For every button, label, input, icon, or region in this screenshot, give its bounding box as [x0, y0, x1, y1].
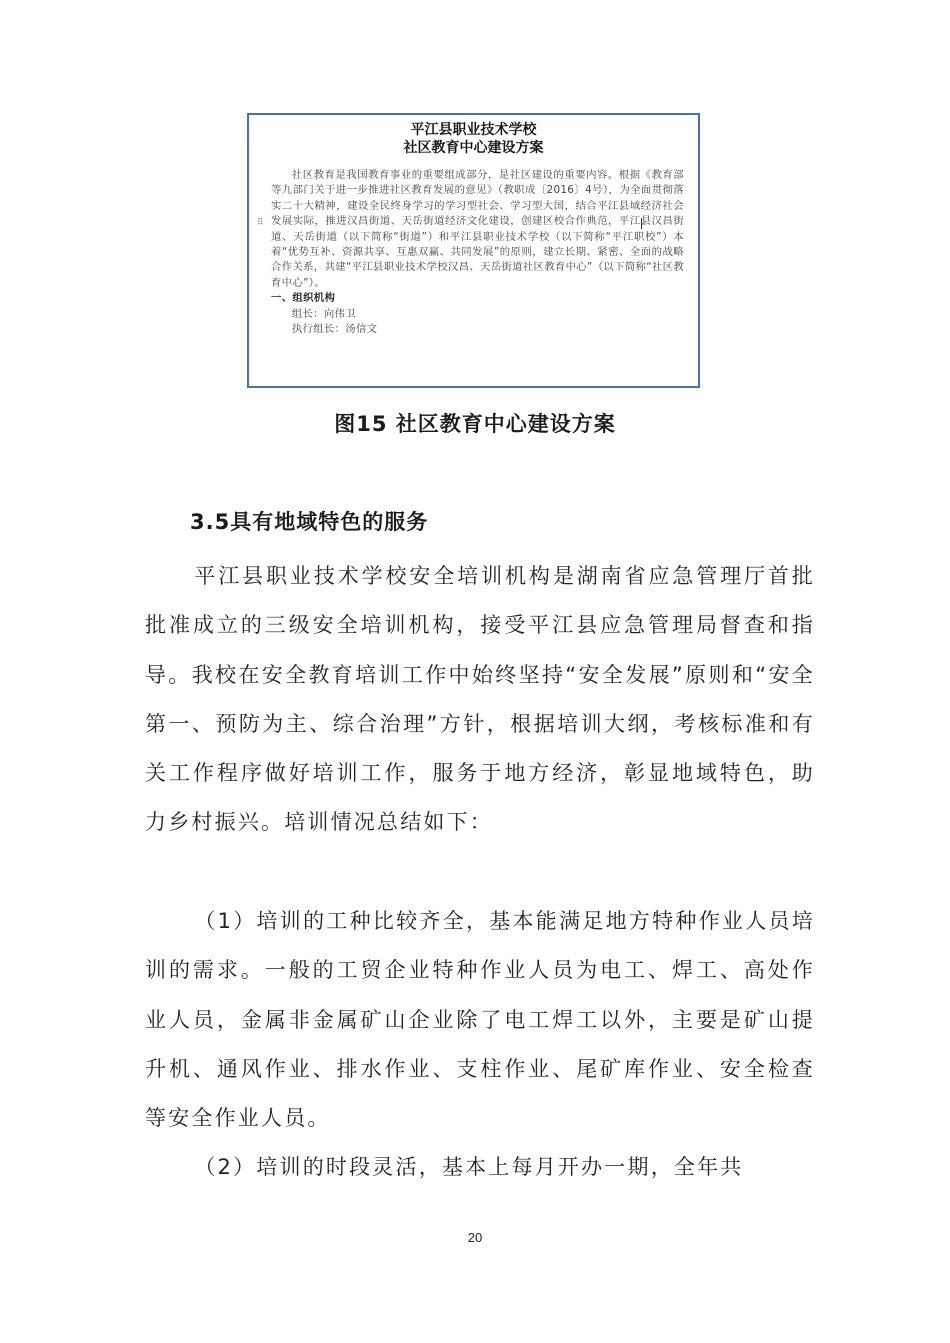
figure-caption: 图15 社区教育中心建设方案: [334, 412, 616, 436]
body-paragraph-3: [145, 1143, 815, 1192]
body-paragraph-1: [145, 552, 815, 848]
figure-executive-leader-line: 执行组长：汤信文: [291, 323, 378, 336]
body-paragraph-2: [145, 897, 815, 1143]
paragraph-text: 平江县职业技术学校安全培训机构是湖南省应急管理厅首批批准成立的三级安全培训机构，接受平江县应急管理局督查和指导。我校在安全教育培训工作中始终坚持“安全发展”原则和“安全第一、预防为主、综合治理”方针，根据培训大纲，考核标准和有关工作程序做好培训工作，服务于地方经济，彰显地域特色，助力乡村振兴。培训情况总结如下：: [145, 564, 815, 835]
embedded-document-image: [247, 113, 700, 388]
paragraph-text: （2）培训的时段灵活，基本上每月开办一期，全年共: [194, 1155, 744, 1179]
figure-leader-line: 组长：向伟卫: [291, 307, 356, 320]
figure-paragraph: 社区教育是我国教育事业的重要组成部分，是社区建设的重要内容。根据《教育部等九部门关于进一步推进社区教育发展的意见》（教职成〔2016〕4号），为全面贯彻落实二十大精神，建设全民终身学习的学习型社会、学习型大国，结合平江县域经济社会发展实际，推进汉昌街道、天岳街道经济文化建设，创建区校合作典范，平江县汉昌街道、天岳街道（以下简称“街道”）和平江县职业技术学校（以下简称“平江职校”）本着“优势互补、资源共享、互惠双赢、共同发展”的原则，建立长期、紧密、全面的战略合作关系，共建“平江县职业技术学校汉昌、天岳街道社区教育中心”（以下简称“社区教育中心”）。: [271, 169, 684, 289]
figure-title-line2: 社区教育中心建设方案: [403, 140, 544, 156]
drag-handle-icon: ⠿: [257, 218, 264, 228]
page-number: 20: [467, 1230, 483, 1245]
paragraph-text: （1）培训的工种比较齐全，基本能满足地方特种作业人员培训的需求。一般的工贸企业特种作业人员为电工、焊工、高处作业人员，金属非金属矿山企业除了电工焊工以外，主要是矿山提升机、通风作业、排水作业、支柱作业、尾矿库作业、安全检查等安全作业人员。: [145, 909, 815, 1131]
figure-title-line1: 平江县职业技术学校: [410, 122, 537, 138]
figure-section-heading: 一、组织机构: [271, 292, 336, 305]
section-heading: 3.5具有地域特色的服务: [190, 510, 429, 534]
figure-body: [271, 168, 684, 337]
